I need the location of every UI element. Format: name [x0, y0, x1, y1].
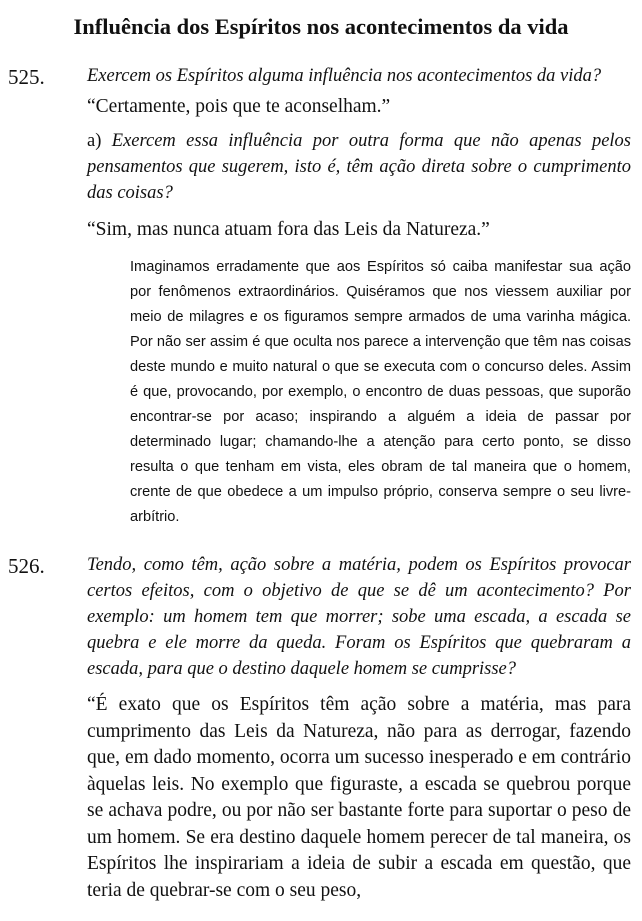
section-title: Influência dos Espíritos nos acontecimentos da vida — [73, 14, 569, 39]
question-number-526: 526. — [8, 554, 45, 578]
sub-question-text: Exercem essa influência por outra forma que não apenas pelos pensamentos que sugerem, isto é, têm ação direta sobre o cumprimento das coisas? — [87, 131, 631, 203]
question-526-block — [87, 552, 631, 904]
sub-answer-525a: “Sim, mas nunca atuam fora das Leis da Natureza.” — [87, 219, 490, 240]
answer-525: “Certamente, pois que te aconselham.” — [87, 96, 391, 117]
question-525: Exercem os Espíritos alguma influência nos acontecimentos da vida? — [87, 66, 602, 86]
commentary-525: Imaginamos erradamente que aos Espíritos só caiba manifestar sua ação por fenômenos extraordinários. Quiséramos que nos viessem auxiliar por meio de milagres e os figuramos sempre armados de uma varinha mágica. Por não ser assim é que oculta nos parece a intervenção que têm nas coisas deste mundo e muito natural o que se executa com o concurso deles. Assim é que, provocando, por exemplo, o encontro de duas pessoas, que suporão encontrar-se por acaso; inspirando a alguém a ideia de passar por determinado lugar; chamando-lhe a atenção para certo ponto, se disso resulta o que tenham em vista, eles obram de tal maneira que o homem, crente de que obedece a um impulso próprio, conserva sempre o seu livre-arbítrio. — [130, 259, 631, 525]
question-526: Tendo, como têm, ação sobre a matéria, podem os Espíritos provocar certos efeitos, com o objetivo de que se dê um acontecimento? Por exemplo: um homem tem que morrer; sobe uma escada, a escada se quebra e ele morre da queda. Foram os Espíritos que quebraram a escada, para que o destino daquele homem se cumprisse? — [87, 555, 631, 679]
sub-question-label: a) — [87, 131, 102, 151]
question-number-525: 525. — [8, 65, 45, 89]
answer-526: “É exato que os Espíritos têm ação sobre a matéria, mas para cumprimento das Leis da Natureza, não para as derrogar, fazendo que, em dado momento, ocorra um sucesso inesperado e em contrário àquelas leis. No exemplo que figuraste, a escada se quebrou porque se achava podre, ou por não ser bastante forte para suportar o peso de um homem. Se era destino daquele homem perecer de tal maneira, os Espíritos lhe inspirariam a ideia de subir a escada em questão, que teria de quebrar-se com o seu peso, — [87, 694, 631, 901]
question-525-block — [87, 63, 631, 243]
sub-question-525a — [87, 128, 631, 206]
